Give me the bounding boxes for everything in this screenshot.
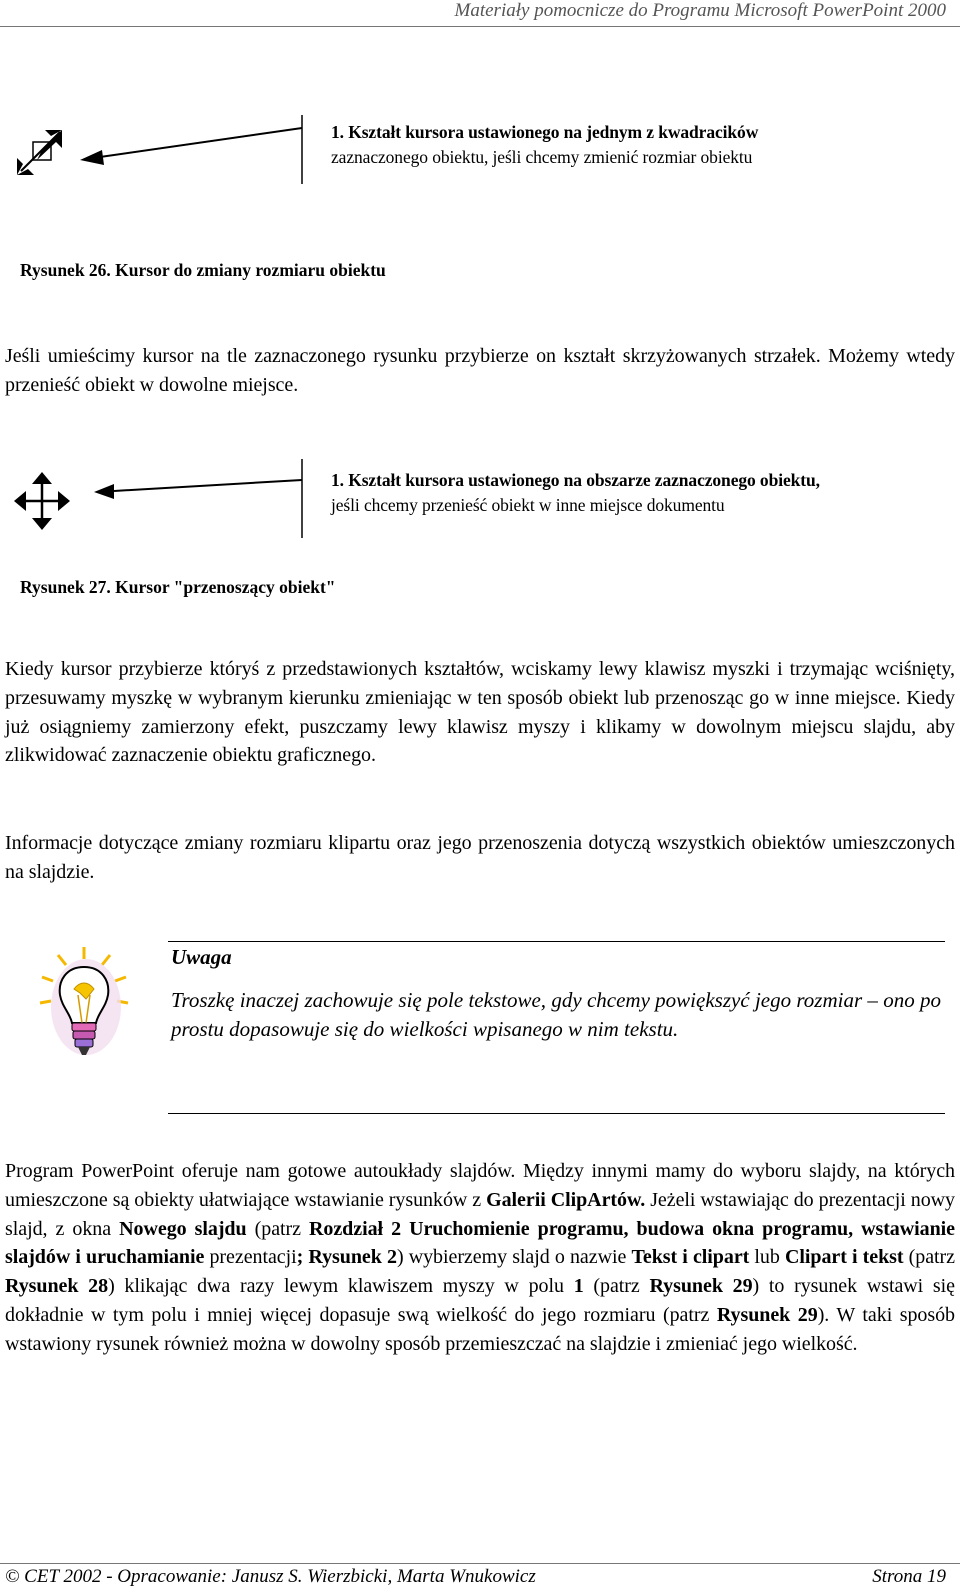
figure26-callout-line2: zaznaczonego obiektu, jeśli chcemy zmienić rozmiar obiektu — [331, 147, 753, 167]
para4-text-2: Jeżeli wstawiając do prezentacji nowy slajd, z okna — [5, 1188, 956, 1240]
footer-credits: © CET 2002 - Opracowanie: Janusz S. Wierzbicki, Marta Wnukowicz — [5, 1566, 536, 1587]
lightbulb-icon — [36, 945, 132, 1067]
figure26-caption: Rysunek 26. Kursor do zmiany rozmiaru obiektu — [20, 260, 386, 280]
paragraph-drag-instructions: Kiedy kursor przybierze któryś z przedstawionych kształtów, wciskamy lewy klawisz myszki i trzymając wciśnięty, przesuwamy myszkę w wybranym kierunku zmieniając w ten sposób obiekt lub przenosząc go w inne miejsce. Kiedy już osiągniemy zamierzony efekt, puszczamy lewy klawisz myszy i klikamy w dowolnym miejscu slajdu, aby zlikwidować zaznaczenie obiektu graficznego. — [5, 658, 955, 767]
para4-bold-tekst-i-clipart: Tekst i clipart — [631, 1246, 750, 1269]
para4-text-11: ). W taki sposób wstawiony rysunek również można w dowolny sposób przemieszczać na slajdzie i zmieniać jego wielkość. — [5, 1303, 955, 1355]
para4-text-8: ) klikając dwa razy lewym klawiszem myszy w polu — [108, 1275, 574, 1298]
figure26-callout-line1: 1. Kształt kursora ustawionego na jednym z kwadracików — [331, 122, 759, 142]
para4-bold-nowego-slajdu: Nowego slajdu — [119, 1217, 247, 1240]
para4-bold-rysunek29b: Rysunek 29 — [716, 1303, 818, 1326]
figure27-caption: Rysunek 27. Kursor "przenoszący obiekt" — [20, 577, 336, 597]
note-title: Uwaga — [171, 945, 232, 969]
note-top-rule — [168, 941, 945, 942]
para4-text-5: ) wybierzemy slajd o nazwie — [396, 1246, 632, 1269]
move-arrows-icon — [14, 472, 70, 530]
note-bottom-rule — [168, 1113, 945, 1114]
resize-diagonal-icon — [15, 128, 67, 178]
header-divider — [0, 26, 960, 27]
para4-text-9: (patrz — [583, 1275, 650, 1298]
para4-text-1: Program PowerPoint oferuje nam gotowe autoukłady slajdów. Między innymi mamy do wyboru slajdy, na których umieszczone są obiekty ułatwiające wstawianie rysunków z — [5, 1160, 955, 1211]
para4-text-7: (patrz — [903, 1246, 955, 1269]
para4-bold-rysunek28: Rysunek 28 — [5, 1275, 109, 1298]
para4-text-3: (patrz — [246, 1217, 310, 1240]
footer-divider — [0, 1563, 960, 1564]
paragraph-autolayouts — [5, 1157, 955, 1359]
para4-text-10: ) to rysunek wstawi się dokładnie w tym polu i mniej więcej dopasuje swą wielkość do jego rozmiaru (patrz — [5, 1275, 955, 1326]
para4-bold-rysunek2: ; Rysunek 2 — [296, 1246, 397, 1269]
para4-bold-clipart-i-tekst: Clipart i tekst — [784, 1246, 904, 1269]
figure27-callout — [331, 468, 931, 518]
para4-bold-rysunek29a: Rysunek 29 — [649, 1275, 753, 1298]
callout-arrow-27 — [80, 456, 310, 541]
para4-text-6: lub — [749, 1246, 785, 1269]
figure26-callout — [331, 120, 891, 170]
footer-page-number: Strona 19 — [872, 1566, 946, 1587]
para4-text-4: prezentacji — [204, 1246, 297, 1269]
figure27-callout-line1: 1. Kształt kursora ustawionego na obszarze zaznaczonego obiektu, — [331, 470, 820, 490]
para4-bold-rozdzial: Rozdział 2 Uruchomienie programu, budowa okna programu, wstawianie slajdów i uruchamianie — [5, 1217, 956, 1269]
para4-bold-galerii: Galerii ClipArtów. — [486, 1188, 646, 1211]
paragraph-applies-all-objects: Informacje dotyczące zmiany rozmiaru klipartu oraz jego przenoszenia dotyczą wszystkich obiektów umieszczonych na slajdzie. — [5, 832, 955, 883]
callout-arrow-26 — [70, 112, 310, 187]
note-text: Troszkę inaczej zachowuje się pole tekstowe, gdy chcemy powiększyć jego rozmiar – ono po prostu dopasowuje się do wielkości wpisanego w nim tekstu. — [171, 988, 941, 1041]
page-header-title: Materiały pomocnicze do Programu Microsoft PowerPoint 2000 — [454, 0, 946, 21]
figure27-callout-line2: jeśli chcemy przenieść obiekt w inne miejsce dokumentu — [331, 495, 725, 515]
paragraph-move-cursor: Jeśli umieścimy kursor na tle zaznaczonego rysunku przybierze on kształt skrzyżowanych strzałek. Możemy wtedy przenieść obiekt w dowolne miejsce. — [5, 345, 955, 396]
para4-bold-pole1: 1 — [573, 1275, 584, 1298]
